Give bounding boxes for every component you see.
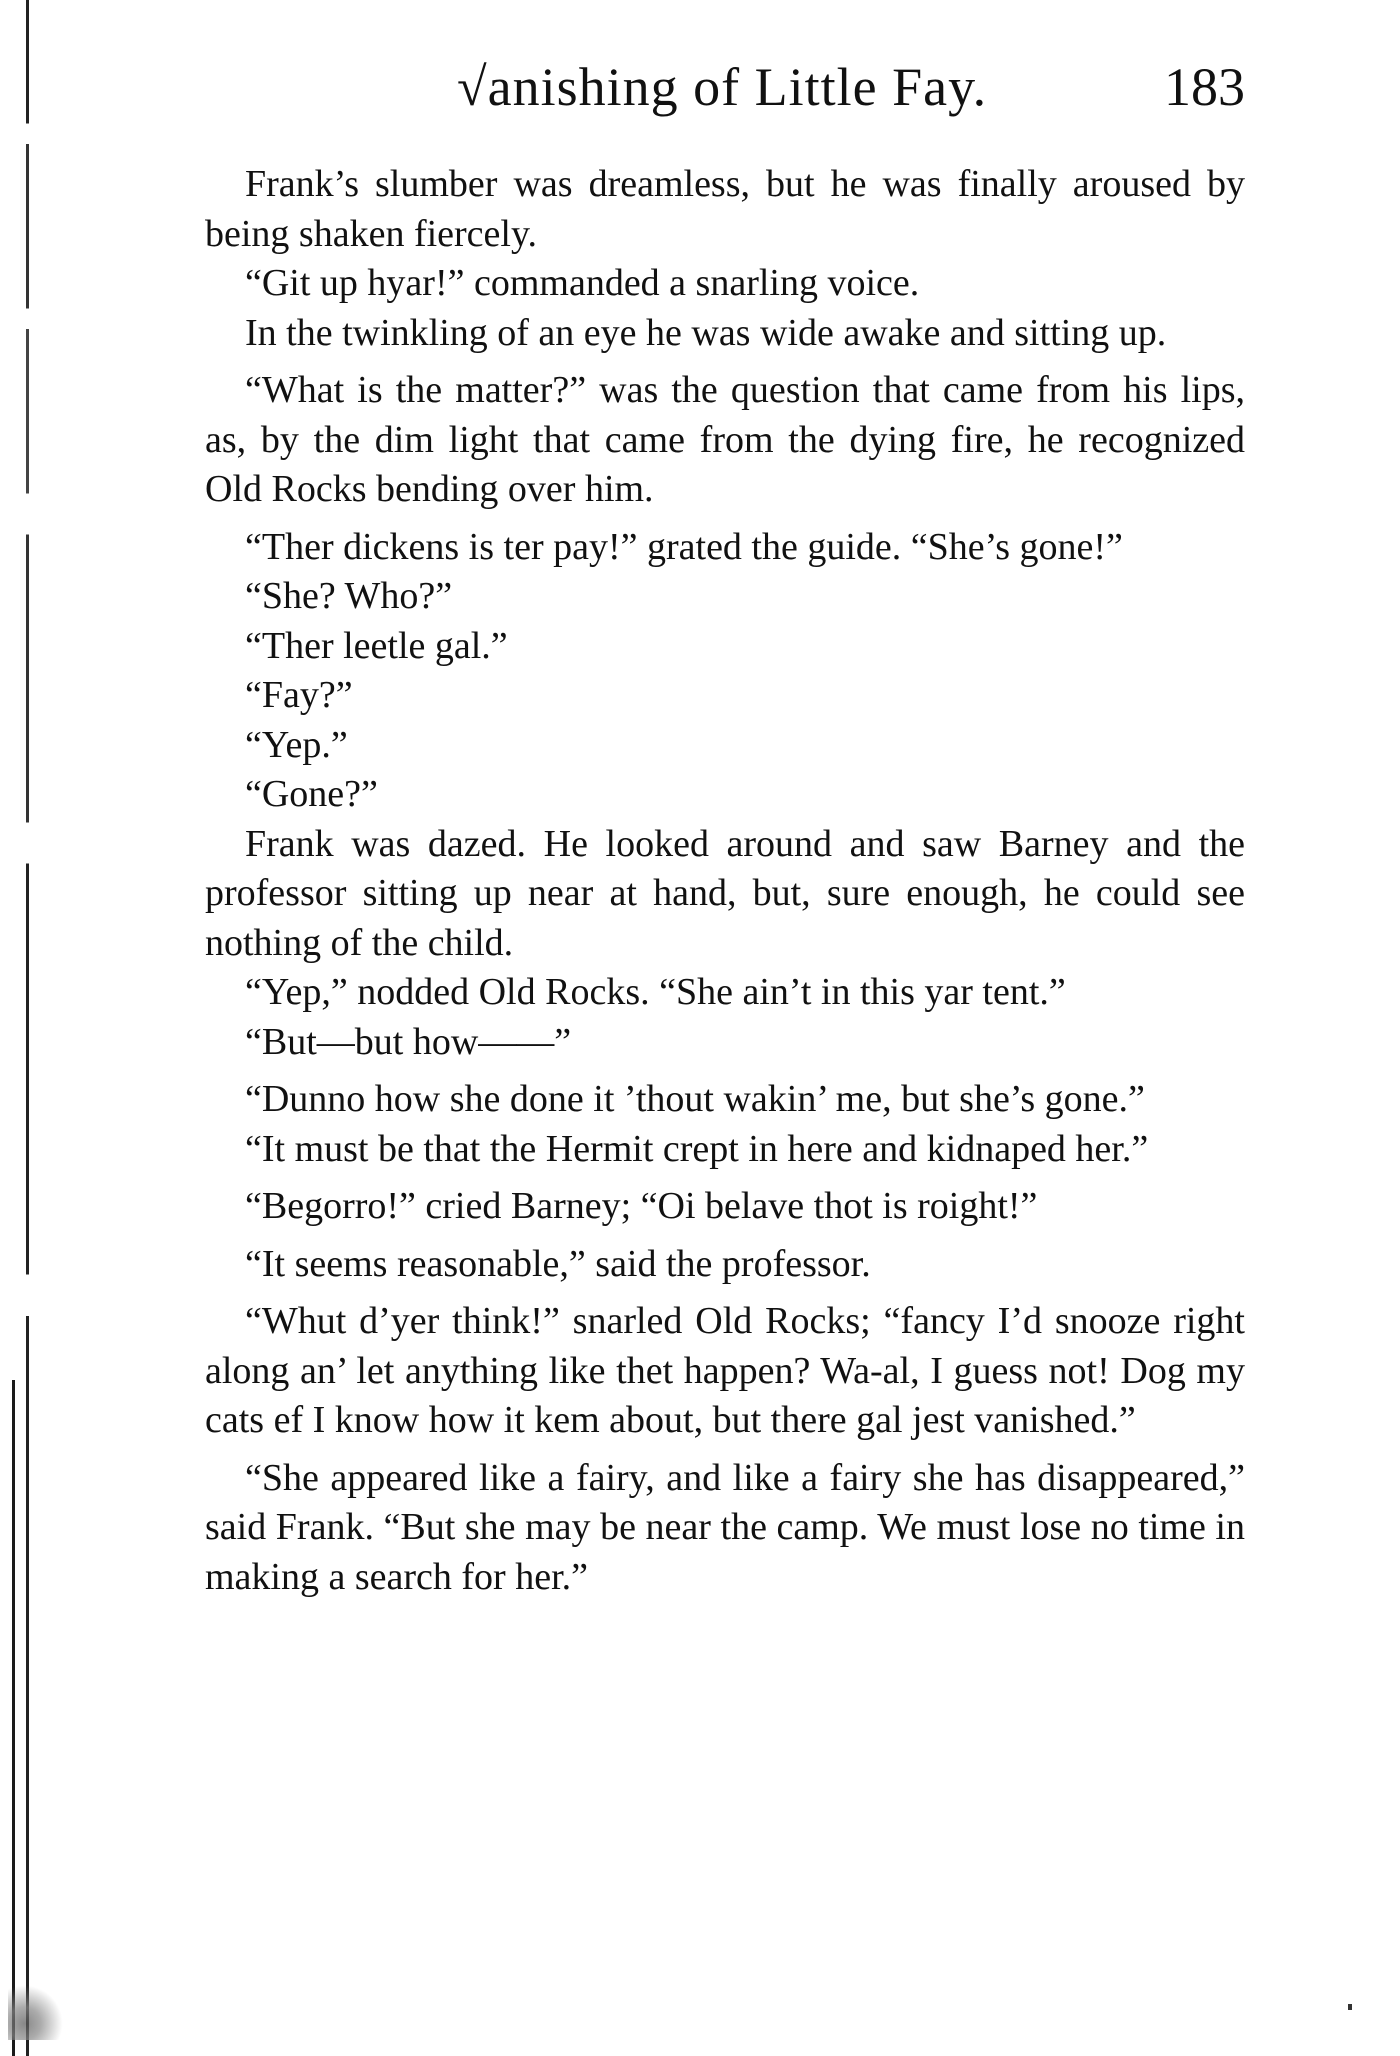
page-spine-shadow xyxy=(12,1380,15,2056)
paragraph: “She? Who?” xyxy=(245,575,453,617)
paragraph: “She appeared like a fairy, and like a fairy she has disappeared,” said Frank. “But she may be near the camp. We must lose no time in making a search for her.” xyxy=(205,1456,1245,1598)
binding-smudge xyxy=(8,1985,63,2040)
paragraph: “What is the matter?” was the question that came from his lips, as, by the dim light that came from the dying fire, he recognized Old Rocks bending over him. xyxy=(205,369,1245,510)
paragraph: “Yep.” xyxy=(245,723,348,766)
running-head: √anishing of Little Fay. xyxy=(457,57,988,117)
paragraph: “Ther leetle gal.” xyxy=(245,624,508,667)
paragraph: “But—but how——” xyxy=(245,1020,572,1063)
paragraph: Frank’s slumber was dreamless, but he was finally aroused by being shaken fiercely. xyxy=(205,163,1245,255)
paragraph: “Begorro!” cried Barney; “Oi belave thot is roight!” xyxy=(245,1185,1038,1227)
paragraph: “Git up hyar!” commanded a snarling voice. xyxy=(245,262,920,304)
body-text xyxy=(205,160,1245,1602)
paragraph: “Dunno how she done it ’thout wakin’ me, but she’s gone.” xyxy=(245,1078,1145,1120)
paragraph: Frank was dazed. He looked around and saw Barney and the professor sitting up near at hand, but, sure enough, he could see nothing of the child. xyxy=(205,822,1245,964)
print-speck xyxy=(1348,2004,1352,2010)
page-number: 183 xyxy=(1164,57,1245,117)
page-spine-edge xyxy=(26,0,29,2056)
paragraph: “Whut d’yer think!” snarled Old Rocks; “fancy I’d snooze right along an’ let anything like thet happen? Wa-al, I guess not! Dog my cats ef I know how it kem about, but there gal jest vanished.” xyxy=(205,1300,1245,1441)
paragraph: “Gone?” xyxy=(245,773,378,815)
paragraph: “It seems reasonable,” said the professor. xyxy=(245,1242,871,1285)
paragraph: “Yep,” nodded Old Rocks. “She ain’t in this yar tent.” xyxy=(245,971,1066,1013)
paragraph: “Ther dickens is ter pay!” grated the guide. “She’s gone!” xyxy=(245,525,1123,568)
page-header xyxy=(205,56,1245,126)
paragraph: “Fay?” xyxy=(245,674,353,716)
paragraph: In the twinkling of an eye he was wide awake and sitting up. xyxy=(245,311,1167,354)
paragraph: “It must be that the Hermit crept in here and kidnaped her.” xyxy=(245,1127,1149,1170)
